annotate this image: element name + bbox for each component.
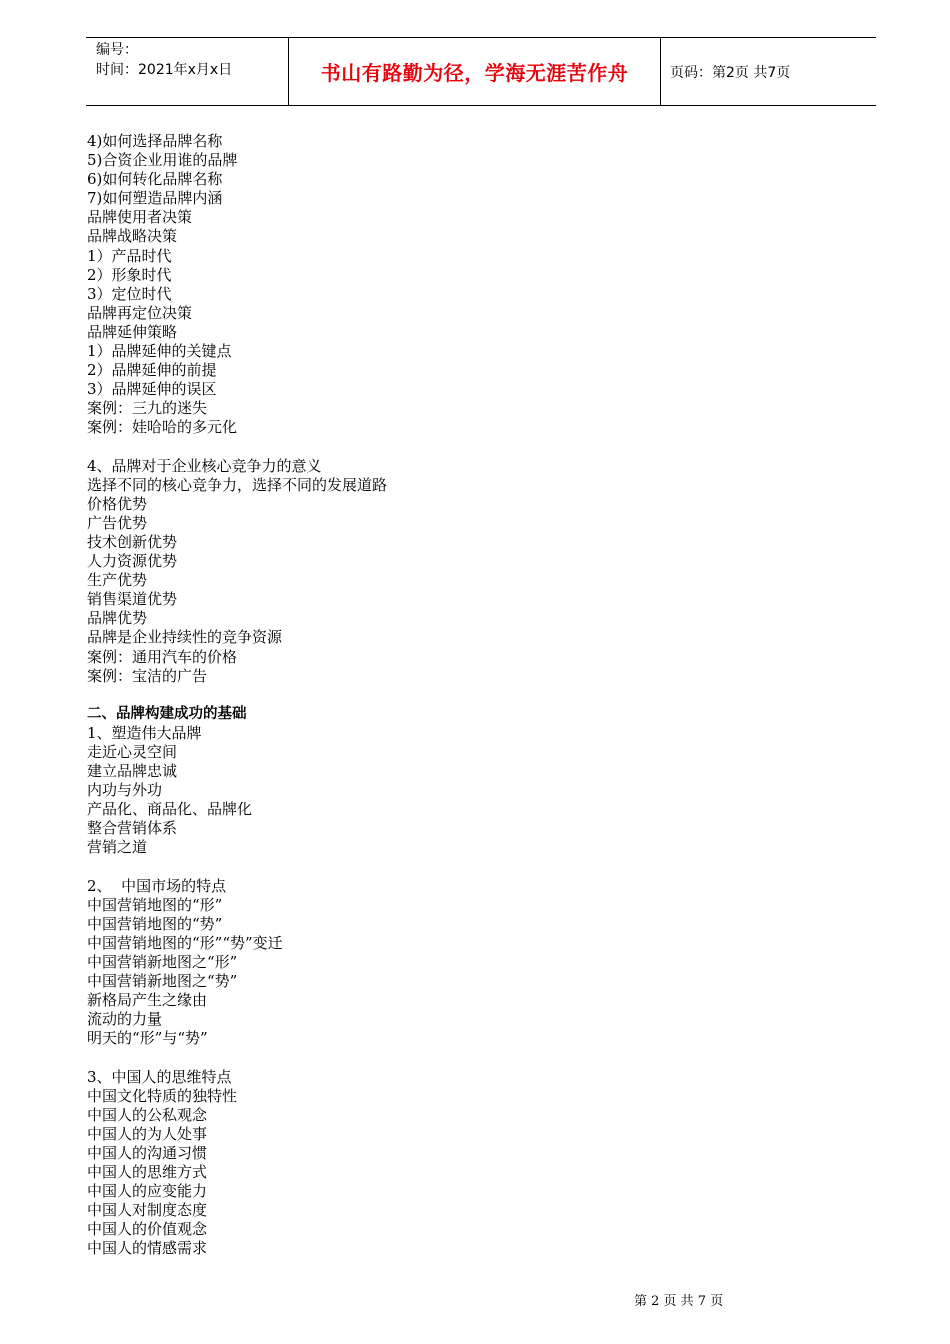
text-line: 产品化、商品化、品牌化	[87, 800, 253, 819]
text-line: 中国营销新地图之“势”	[87, 972, 238, 991]
text-line: 案例：娃哈哈的多元化	[87, 418, 238, 437]
text-line: 品牌延伸策略	[87, 322, 178, 341]
text-line: 1、塑造伟大品牌	[87, 723, 202, 742]
text-line: 案例：宝洁的广告	[87, 666, 208, 685]
text-line: 案例：三九的迷失	[87, 399, 208, 418]
text-line: 中国人的公私观念	[87, 1105, 208, 1124]
header-page-info	[661, 38, 876, 105]
page-header	[86, 37, 876, 106]
blank-line	[87, 1049, 867, 1068]
text-line: 中国人的价值观念	[87, 1220, 208, 1239]
text-line: 3）定位时代	[87, 284, 172, 303]
text-line: 2）形象时代	[87, 265, 172, 284]
text-line: 中国人对制度态度	[87, 1201, 208, 1220]
text-line: 广告优势	[87, 513, 148, 532]
text-line: 4)如何选择品牌名称	[87, 132, 223, 150]
text-line: 价格优势	[87, 494, 148, 513]
text-line: 整合营销体系	[87, 819, 178, 838]
text-line: 技术创新优势	[87, 532, 178, 551]
section-heading: 二、品牌构建成功的基础	[87, 705, 247, 722]
text-line: 内功与外功	[87, 781, 163, 800]
blank-line	[87, 686, 867, 705]
text-line: 中国营销地图的“形”“势”变迁	[87, 933, 283, 952]
text-line: 品牌使用者决策	[87, 208, 193, 227]
date-text: 时间：2021年x月x日	[96, 62, 233, 78]
text-line: 中国人的应变能力	[87, 1182, 208, 1201]
text-line: 品牌战略决策	[87, 227, 178, 246]
document-body	[87, 132, 867, 1259]
text-line: 案例：通用汽车的价格	[87, 647, 238, 666]
motto-text: 书山有路勤为径，学海无涯苦作舟	[320, 61, 629, 85]
text-line: 中国营销地图的“形”	[87, 895, 223, 914]
text-line: 建立品牌忠诚	[87, 762, 178, 781]
page-footer: 第 2 页 共 7 页	[634, 1294, 724, 1309]
text-line: 3、中国人的思维特点	[87, 1067, 232, 1086]
page-info-text: 页码：第2页 共7页	[670, 64, 791, 81]
text-line: 7)如何塑造品牌内涵	[87, 189, 223, 208]
text-line: 5)合资企业用谁的品牌	[87, 151, 238, 170]
text-line: 营销之道	[87, 838, 148, 857]
text-line: 新格局产生之缘由	[87, 991, 208, 1010]
text-line: 2）品牌延伸的前提	[87, 361, 217, 380]
text-line: 中国人的为人处事	[87, 1124, 208, 1143]
text-line: 4、品牌对于企业核心竞争力的意义	[87, 456, 322, 475]
text-line: 3）品牌延伸的误区	[87, 380, 217, 399]
text-line: 中国营销地图的“势”	[87, 914, 223, 933]
text-line: 销售渠道优势	[87, 590, 178, 609]
text-line: 品牌是企业持续性的竞争资源	[87, 628, 283, 647]
text-line: 1）品牌延伸的关键点	[87, 342, 232, 361]
text-line: 中国人的思维方式	[87, 1163, 208, 1182]
header-motto-cell	[288, 38, 661, 105]
text-line: 人力资源优势	[87, 552, 178, 571]
header-meta	[86, 38, 288, 105]
text-line: 流动的力量	[87, 1010, 163, 1029]
text-line: 1）产品时代	[87, 246, 172, 265]
text-line: 品牌优势	[87, 609, 148, 628]
text-line: 2、 中国市场的特点	[87, 876, 227, 895]
serial-label: 编号：	[96, 42, 138, 58]
text-line: 6)如何转化品牌名称	[87, 170, 223, 189]
text-line: 生产优势	[87, 571, 148, 590]
blank-line	[87, 858, 867, 877]
text-line: 走近心灵空间	[87, 743, 178, 761]
text-line: 中国文化特质的独特性	[87, 1086, 238, 1105]
text-line: 中国人的沟通习惯	[87, 1143, 208, 1162]
text-line: 品牌再定位决策	[87, 303, 193, 322]
text-line: 中国人的情感需求	[87, 1239, 208, 1258]
text-line: 选择不同的核心竞争力，选择不同的发展道路	[87, 475, 388, 494]
text-line: 明天的“形”与“势”	[87, 1029, 208, 1048]
text-line: 中国营销新地图之“形”	[87, 953, 238, 972]
blank-line	[87, 438, 867, 457]
